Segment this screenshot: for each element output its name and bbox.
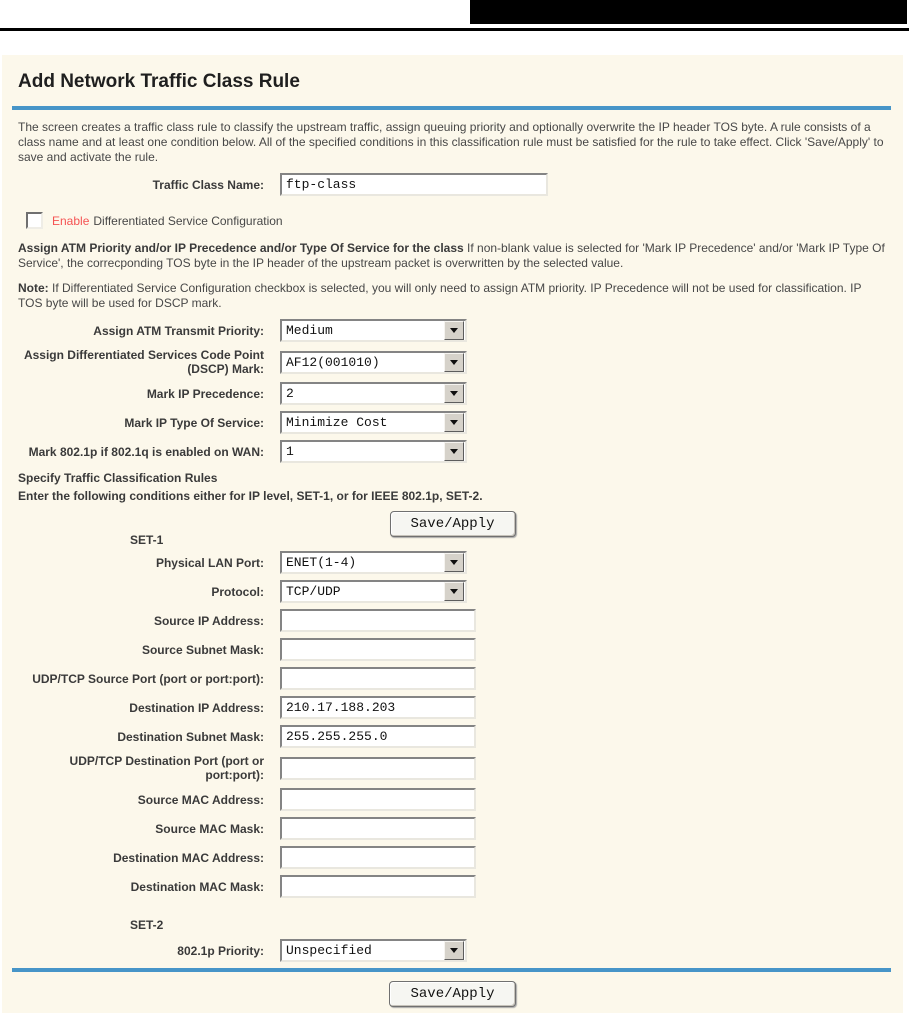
udp-tcp-destination-port-row [10, 754, 895, 782]
dropdown-arrow-icon [444, 321, 464, 340]
destination-mac-mask-input[interactable] [280, 875, 476, 898]
mark-ip-tos-select[interactable] [280, 411, 467, 434]
8021p-priority-select[interactable] [280, 939, 467, 962]
source-mac-address-label: Source MAC Address: [137, 792, 264, 807]
destination-mac-mask-row [10, 875, 895, 898]
note-bold-text: Note: [18, 281, 49, 295]
enable-diffserv-checkbox[interactable] [26, 212, 43, 229]
mark-ip-precedence-value: 2 [286, 386, 294, 401]
udp-tcp-destination-port-label: UDP/TCP Destination Port (port or port:port): [69, 754, 264, 782]
source-ip-input[interactable] [280, 609, 476, 632]
protocol-select[interactable] [280, 580, 467, 603]
destination-mac-address-row [10, 846, 895, 869]
source-ip-label: Source IP Address: [153, 613, 264, 628]
mark-ip-precedence-row [10, 382, 895, 405]
protocol-row [10, 580, 895, 603]
content-panel [2, 55, 903, 1013]
dropdown-arrow-icon [444, 442, 464, 461]
assign-priority-normal-text: If non-blank value is selected for 'Mark IP Precedence' and/or 'Mark IP Type Of Service', the correcponding TOS byte in the IP header of the upstream packet is overwritten by the selected value. [18, 241, 885, 270]
dropdown-arrow-icon [444, 582, 464, 601]
set2-heading: SET-2 [130, 918, 164, 932]
source-mac-mask-label: Source MAC Mask: [155, 821, 264, 836]
enable-label-red: Enable [52, 213, 90, 228]
mark-8021p-label: Mark 802.1p if 802.1q is enabled on WAN: [28, 444, 264, 459]
destination-subnet-mask-label: Destination Subnet Mask: [117, 729, 264, 744]
udp-tcp-destination-port-input[interactable] [280, 757, 476, 780]
udp-tcp-source-port-label: UDP/TCP Source Port (port or port:port): [32, 671, 264, 686]
dropdown-arrow-icon [444, 941, 464, 960]
8021p-priority-value: Unspecified [286, 943, 372, 958]
assign-priority-bold-text: Assign ATM Priority and/or IP Precedence and/or Type Of Service for the class [18, 241, 464, 255]
set1-heading: SET-1 [130, 533, 164, 547]
enable-label-rest: Differentiated Service Configuration [93, 213, 283, 228]
destination-mac-address-input[interactable] [280, 846, 476, 869]
classification-heading: Specify Traffic Classification Rules [18, 471, 218, 485]
mark-ip-tos-label: Mark IP Type Of Service: [124, 415, 264, 430]
udp-tcp-source-port-input[interactable] [280, 667, 476, 690]
destination-ip-input[interactable] [280, 696, 476, 719]
destination-mac-address-label: Destination MAC Address: [113, 850, 264, 865]
intro-text: The screen creates a traffic class rule to classify the upstream traffic, assign queuing priority and optionally overwrite the IP header TOS byte. A rule consists of a class name and at least one condition below. All of the specified conditions in this classification rule must be satisfied for the rule to take effect. Click 'Save/Apply' to save and activate the rule. [18, 120, 884, 164]
8021p-priority-label: 802.1p Priority: [177, 943, 264, 958]
dropdown-arrow-icon [444, 353, 464, 372]
dropdown-arrow-icon [444, 384, 464, 403]
assign-priority-paragraph [18, 241, 887, 271]
source-subnet-mask-row [10, 638, 895, 661]
mark-ip-precedence-label: Mark IP Precedence: [146, 386, 264, 401]
save-apply-button-bottom[interactable]: Save/Apply [389, 981, 515, 1007]
source-mac-mask-row [10, 817, 895, 840]
title-divider [12, 106, 891, 110]
note-normal-text: If Differentiated Service Configuration checkbox is selected, you will only need to assign ATM priority. IP Precedence will not be used for classification. IP TOS byte will be used for DSCP mark. [18, 281, 862, 310]
dscp-mark-label: Assign Differentiated Services Code Point (DSCP) Mark: [23, 348, 264, 376]
bottom-area [10, 968, 895, 1007]
note-paragraph [18, 281, 887, 311]
mark-ip-tos-row [10, 411, 895, 434]
source-mac-address-row [10, 788, 895, 811]
mark-8021p-row [10, 440, 895, 463]
enable-diffserv-row [26, 212, 887, 229]
dropdown-arrow-icon [444, 553, 464, 572]
dscp-mark-value: AF12(001010) [286, 354, 380, 370]
top-divider-line [0, 28, 909, 31]
mark-ip-precedence-select[interactable] [280, 382, 467, 405]
protocol-value: TCP/UDP [286, 584, 341, 599]
8021p-priority-row [10, 939, 895, 962]
classification-subheading: Enter the following conditions either for IP level, SET-1, or for IEEE 802.1p, SET-2. [18, 489, 483, 503]
mark-8021p-select[interactable] [280, 440, 467, 463]
mark-8021p-value: 1 [286, 444, 294, 459]
destination-ip-label: Destination IP Address: [129, 700, 264, 715]
traffic-class-name-row [10, 173, 895, 196]
physical-lan-port-label: Physical LAN Port: [155, 555, 264, 570]
source-mac-address-input[interactable] [280, 788, 476, 811]
atm-transmit-priority-label: Assign ATM Transmit Priority: [93, 323, 264, 338]
bottom-divider [12, 968, 891, 972]
physical-lan-port-select[interactable] [280, 551, 467, 574]
source-subnet-mask-input[interactable] [280, 638, 476, 661]
udp-tcp-source-port-row [10, 667, 895, 690]
traffic-class-name-input[interactable] [280, 173, 548, 196]
save-apply-button-top[interactable]: Save/Apply [389, 511, 515, 537]
dscp-mark-select[interactable] [280, 351, 467, 374]
dscp-mark-row [10, 348, 895, 376]
source-mac-mask-input[interactable] [280, 817, 476, 840]
dropdown-arrow-icon [444, 413, 464, 432]
destination-ip-row [10, 696, 895, 719]
source-ip-row [10, 609, 895, 632]
top-save-row [10, 511, 895, 547]
mark-ip-tos-value: Minimize Cost [286, 415, 388, 430]
destination-mac-mask-label: Destination MAC Mask: [130, 879, 264, 894]
protocol-label: Protocol: [211, 584, 264, 599]
destination-subnet-mask-row [10, 725, 895, 748]
atm-transmit-priority-value: Medium [286, 323, 333, 338]
page-title: Add Network Traffic Class Rule [18, 71, 300, 92]
physical-lan-port-row [10, 551, 895, 574]
top-black-banner [470, 0, 907, 24]
atm-transmit-priority-select[interactable] [280, 319, 467, 342]
bottom-save-row [10, 981, 895, 1007]
atm-transmit-priority-row [10, 319, 895, 342]
traffic-class-name-label: Traffic Class Name: [152, 177, 264, 192]
destination-subnet-mask-input[interactable] [280, 725, 476, 748]
physical-lan-port-value: ENET(1-4) [286, 555, 357, 570]
source-subnet-mask-label: Source Subnet Mask: [141, 642, 264, 657]
